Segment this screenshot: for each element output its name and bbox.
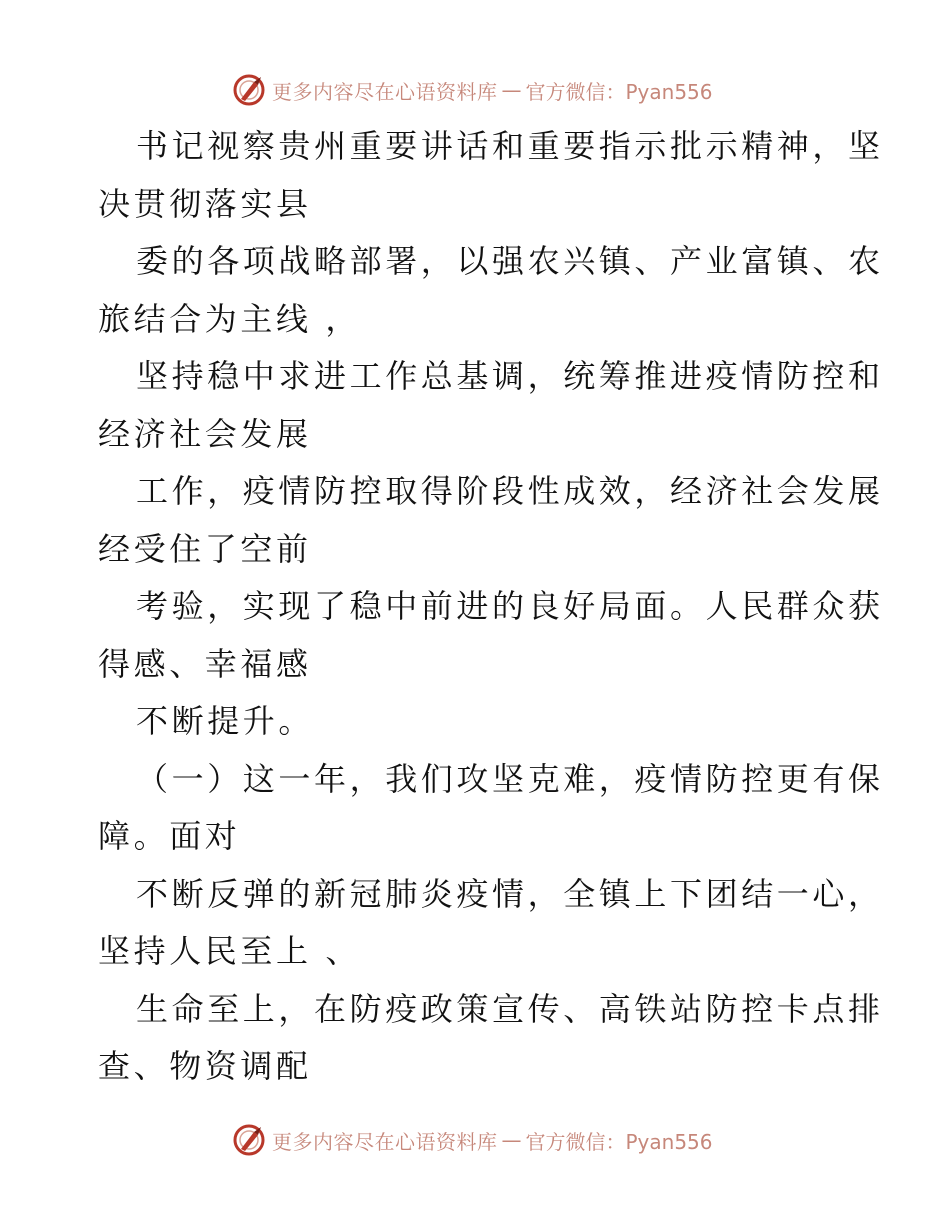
text-line: 查、物资调配 [98, 1047, 312, 1085]
text-line: 得感、幸福感 [98, 644, 312, 683]
text-line: 坚持稳中求进工作总基调，统筹推进疫情防控和 [136, 357, 884, 395]
text-line: 经济社会发展 [98, 414, 312, 453]
text-line: 考验，实现了稳中前进的良好局面。人民群众获 [136, 587, 884, 625]
text-line: 书记视察贵州重要讲话和重要指示批示精神，坚 [136, 127, 884, 165]
watermark-contact: 官方微信：Pyan556 [525, 79, 713, 104]
text-line: 坚持人民至上 、 [98, 932, 361, 970]
text-line: 旅结合为主线 ， [98, 299, 361, 338]
text-line: （一）这一年，我们攻坚克难，疫情防控更有保 [136, 759, 884, 798]
text-line: 委的各项战略部署，以强农兴镇、产业富镇、农 [136, 242, 884, 280]
watermark-contact: 官方微信：Pyan556 [525, 1129, 713, 1154]
text-line: 决贯彻落实县 [98, 184, 312, 223]
text-line: 不断提升。 [136, 702, 315, 740]
text-line: 障。面对 [98, 817, 241, 855]
header-watermark [232, 72, 713, 108]
quill-pen-icon [232, 1123, 266, 1157]
text-line: 经受住了空前 [98, 529, 312, 568]
watermark-text: 更多内容尽在心语资料库 [272, 1129, 498, 1154]
quill-pen-icon [232, 73, 266, 107]
text-line: 不断反弹的新冠肺炎疫情，全镇上下团结一心， [136, 874, 884, 913]
watermark-separator: — [501, 78, 522, 102]
document-body [98, 118, 884, 1096]
footer-watermark [232, 1122, 713, 1158]
watermark-text: 更多内容尽在心语资料库 [272, 79, 498, 104]
text-line: 生命至上，在防疫政策宣传、高铁站防控卡点排 [136, 989, 884, 1028]
text-line: 工作，疫情防控取得阶段性成效，经济社会发展 [136, 472, 884, 510]
watermark-separator: — [501, 1128, 522, 1152]
